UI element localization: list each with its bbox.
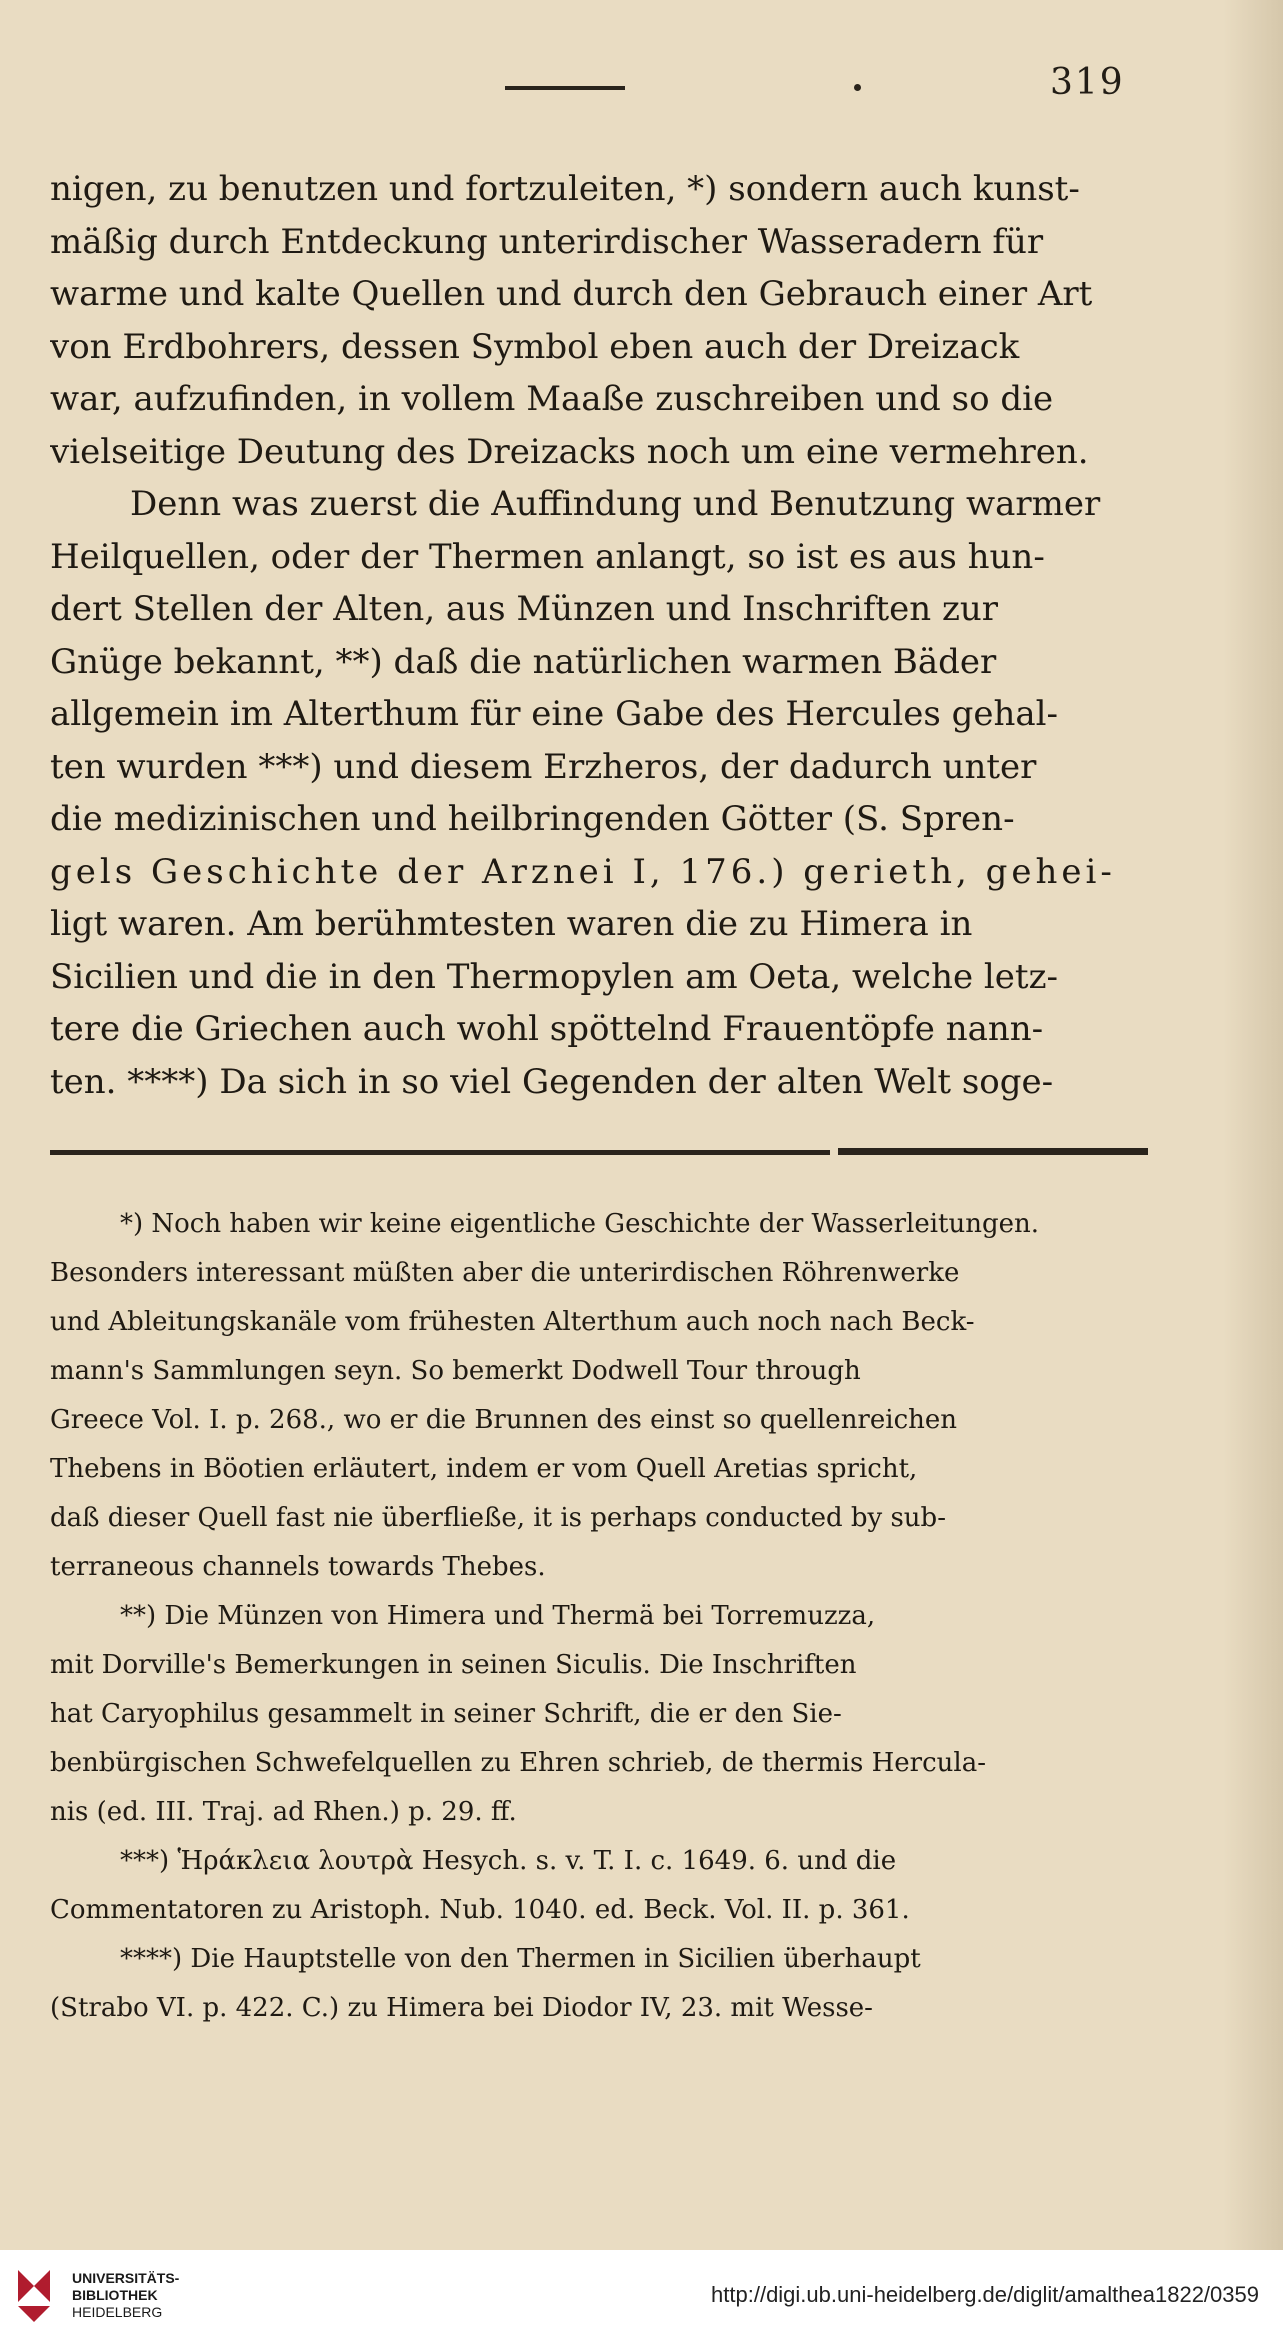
footnote-line: Greece Vol. I. p. 268., wo er die Brunnen des einst so quellenreichen	[50, 1405, 958, 1435]
footnote-line: und Ableitungskanäle vom frühesten Alterthum auch noch nach Beck-	[50, 1307, 975, 1337]
text-line: dert Stellen der Alten, aus Münzen und Inschriften zur	[50, 589, 999, 629]
footer-bar	[0, 2250, 1283, 2344]
text-line: nigen, zu benutzen und fortzuleiten, *) sondern auch kunst-	[50, 169, 1080, 209]
footnote-line: ***) Ἡράκλεια λουτρὰ Hesych. s. v. T. I. c. 1649. 6. und die	[120, 1846, 897, 1876]
text-line: ten wurden ***) und diesem Erzheros, der dadurch unter	[50, 746, 1037, 787]
footnote-line: benbürgischen Schwefelquellen zu Ehren schrieb, de thermis Hercula-	[50, 1748, 986, 1778]
text-line: ligt waren. Am berühmtesten waren die zu Himera in	[50, 904, 973, 944]
text-line: Gnüge bekannt, **) daß die natürlichen warmen Bäder	[50, 641, 997, 682]
logo-line: UNIVERSITÄTS-	[72, 2270, 180, 2286]
footnote-separator-right	[838, 1148, 1148, 1155]
main-text	[50, 163, 1140, 1108]
logo-line: HEIDELBERG	[72, 2304, 163, 2320]
footnote-line: nis (ed. III. Traj. ad Rhen.) p. 29. ff.	[50, 1797, 517, 1827]
text-line: gels Geschichte der Arznei I, 176.) gerieth, gehei-	[50, 851, 1116, 892]
footnotes	[50, 1200, 1160, 2033]
text-line: die medizinischen und heilbringenden Götter (S. Spren-	[50, 799, 1015, 839]
university-logo-icon	[14, 2266, 54, 2326]
footnote-line: *) Noch haben wir keine eigentliche Geschichte der Wasserleitungen.	[120, 1209, 1040, 1239]
footnote-line: hat Caryophilus gesammelt in seiner Schrift, die er den Sie-	[50, 1699, 842, 1729]
footnote-line: (Strabo VI. p. 422. C.) zu Himera bei Diodor IV, 23. mit Wesse-	[50, 1993, 873, 2023]
footnote-line: **) Die Münzen von Himera und Thermä bei Torremuzza,	[120, 1601, 876, 1631]
footnote-line: Besonders interessant müßten aber die unterirdischen Röhrenwerke	[50, 1258, 960, 1288]
footnote-line: ****) Die Hauptstelle von den Thermen in Sicilien überhaupt	[120, 1944, 921, 1974]
footnote-line: terraneous channels towards Thebes.	[50, 1552, 546, 1582]
source-url-link[interactable]: http://digi.ub.uni-heidelberg.de/diglit/amalthea1822/0359	[711, 2282, 1259, 2307]
header-dot	[854, 84, 861, 91]
text-line: Denn was zuerst die Auffindung und Benutzung warmer	[130, 484, 1101, 524]
text-line: allgemein im Alterthum für eine Gabe des Hercules gehal-	[50, 694, 1058, 734]
footnote-separator-left	[50, 1150, 830, 1155]
header-rule	[505, 86, 625, 90]
text-line: ten. ****) Da sich in so viel Gegenden der alten Welt soge-	[50, 1061, 1054, 1102]
page-number: 319	[1050, 62, 1125, 103]
text-line: Heilquellen, oder der Thermen anlangt, so ist es aus hun-	[50, 536, 1045, 577]
footnote-line: daß dieser Quell fast nie überfließe, it is perhaps conducted by sub-	[50, 1503, 946, 1533]
text-line: mäßig durch Entdeckung unterirdischer Wasseradern für	[50, 221, 1044, 262]
footnote-line: mit Dorville's Bemerkungen in seinen Siculis. Die Inschriften	[50, 1650, 857, 1680]
text-line: Sicilien und die in den Thermopylen am Oeta, welche letz-	[50, 956, 1058, 997]
footnote-line: Thebens in Böotien erläutert, indem er vom Quell Aretias spricht,	[50, 1454, 918, 1484]
text-line: warme und kalte Quellen und durch den Gebrauch einer Art	[50, 274, 1093, 314]
logo-line: BIBLIOTHEK	[72, 2287, 158, 2303]
text-line: war, aufzufinden, in vollem Maaße zuschreiben und so die	[50, 379, 1054, 419]
footnote-line: Commentatoren zu Aristoph. Nub. 1040. ed. Beck. Vol. II. p. 361.	[50, 1895, 910, 1925]
text-line: vielseitige Deutung des Dreizacks noch um eine vermehren.	[50, 431, 1089, 472]
text-line: tere die Griechen auch wohl spöttelnd Frauentöpfe nann-	[50, 1009, 1044, 1049]
text-line: von Erdbohrers, dessen Symbol eben auch der Dreizack	[50, 326, 1020, 367]
library-logo-text	[72, 2270, 179, 2321]
footnote-line: mann's Sammlungen seyn. So bemerkt Dodwell Tour through	[50, 1356, 861, 1386]
